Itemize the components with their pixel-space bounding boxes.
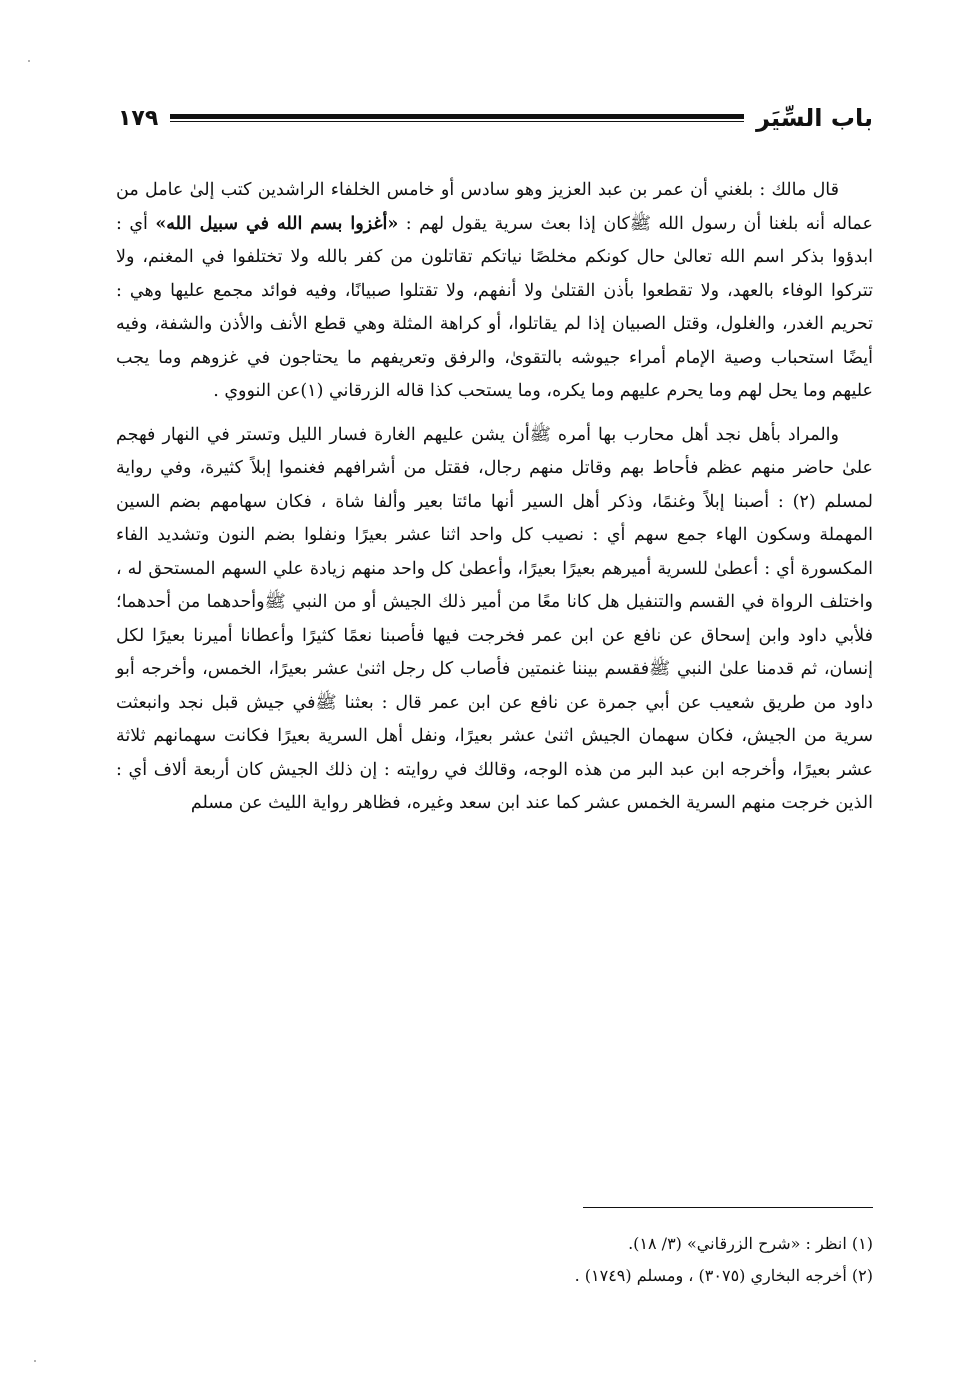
text-run: عن النووي . (213, 381, 301, 401)
header-rule (170, 114, 744, 122)
text-run: أي : ابدؤوا بذكر اسم الله تعالىٰ حال كونكم مخلصًا نياتكم تقاتلون من كفر بالله ولا تختلفوا في المغنم، ولا تتركوا الوفاء بالعهد، ولا تقطعوا بأذن القتلىٰ ولا أنفهم، ولا تقتلوا صبيانًا، وفيه فوائد مجمع عليها وهي : تحريم الغدر، والغلول، وقتل الصبيان إذا لم يقاتلوا، أو كراهة المثلة وهي قطع الأنف والأذن والشفة، وفيه أيضًا استحباب وصية الإمام أمراء جيوشه بالتقوىٰ، والرفق وتعريفهم ما يحتاجون في غزوهم وما يجب عليهم وما يحل لهم وما يحرم عليهم وما يكره، وما يستحب كذا قاله الزرقاني (116, 213, 873, 401)
text-run: والمراد بأهل نجد أهل محارب بها أمره ﷺأن يشن عليهم الغارة فسار الليل وتستر في النهار فهجم علىٰ حاضر منهم عظم فأحاط بهم وقاتل منهم رجال، فقتل من أشرافهم فغنموا إبلاً كثيرة، وفي رواية لمسلم (116, 424, 873, 512)
scan-speck (34, 1360, 36, 1362)
footnote-2: (٢) أخرجه البخاري (٣٠٧٥) ، ومسلم (١٧٤٩) . (574, 1266, 873, 1285)
page-number: ١٧٩ (118, 105, 159, 131)
footnotes (116, 1228, 873, 1292)
chapter-title: باب السِّيَر (756, 104, 873, 132)
hadith-quote: «أغزوا بسم الله في سبيل الله» (155, 213, 399, 234)
paragraph-1 (116, 174, 873, 409)
text-run: قال مالك : بلغني أن عمر بن عبد العزيز وهو سادس أو خامس الخلفاء الراشدين كتب إلىٰ عامل من عماله أنه بلغنا أن رسول الله ﷺكان إذا بعث سرية يقول لهم : (116, 180, 873, 234)
main-text (116, 174, 873, 831)
footnote-ref-2: (٢) (792, 491, 816, 512)
scan-speck (28, 60, 30, 62)
footnote-separator (583, 1207, 873, 1208)
footnote-1: (١) انظر : «شرح الزرقاني» (٣/ ١٨). (628, 1234, 873, 1253)
paragraph-2 (116, 419, 873, 821)
text-run: : أصبنا إبلاً وغنمًا، وذكر أهل السير أنها مائتا بعير وألفا شاة ، فكان سهامهم بضم السين المهملة وسكون الهاء جمع سهم أي : نصيب كل واحد اثنا عشر بعيرًا ونفلوا بضم النون وتشديد الفاء المكسورة أي : أعطىٰ للسرية أميرهم بعيرًا بعيرًا، وأعطىٰ كل واحد منهم زيادة علي السهم المستحق له ، واختلف الرواة في القسم والتنفيل هل كانا معًا من أمير ذلك الجيش أو من النبي ﷺوأحدهما من أحدهما؛ فلأبي داود وابن إسحاق عن نافع عن ابن عمر فخرجت فيها فأصبنا نعمًا كثيرًا وأعطانا أميرنا بعيرًا لكل إنسان، ثم قدمنا علىٰ النبي ﷺفقسم بيننا غنمتين فأصاب كل رجل اثنىٰ عشر بعيرًا، الخمس، وأخرجه أبو داود من طريق شعيب عن أبي جمرة عن نافع عن ابن عمر قال : بعثنا ﷺفي جيش قبل نجد وانبعثت سرية من الجيش، فكان سهمان الجيش اثنىٰ عشر بعيرًا، ونفل أهل السرية بعيرًا فكانت سهمانهم ثلاثة عشر بعيرًا، وأخرجه ابن عبد البر من هذه الوجه، وقالك في روايته : إن ذلك الجيش كان أربعة ألاف أي : الذين خرجت منهم السرية الخمس عشر كما عند ابن سعد وغيره، فظاهر رواية الليث عن مسلم (116, 491, 873, 813)
footnote-ref-1: (١) (300, 381, 324, 401)
running-header (118, 96, 873, 140)
